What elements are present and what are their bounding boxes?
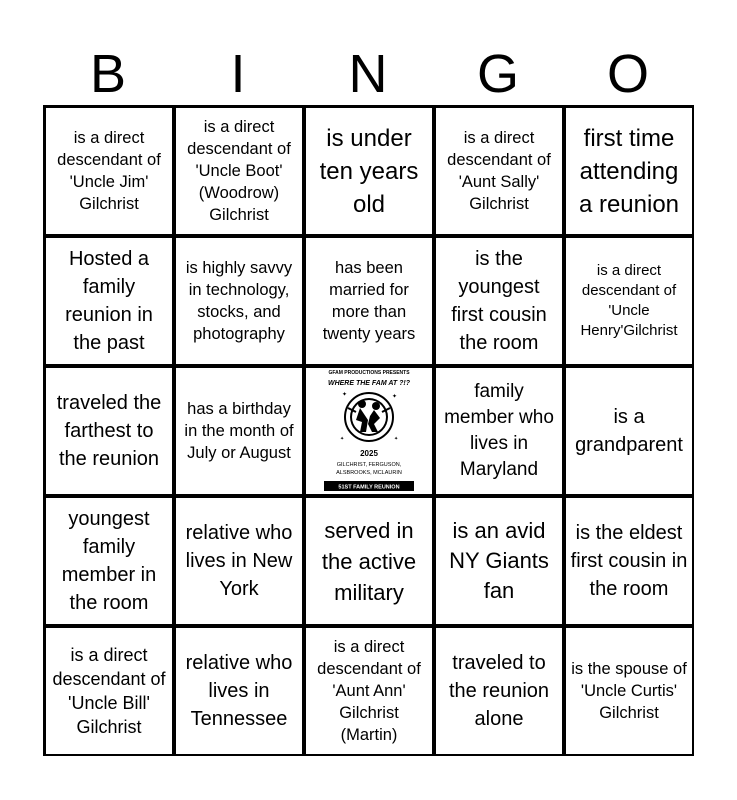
bingo-grid xyxy=(43,105,694,756)
bingo-cell[interactable]: has been married for more than twenty years xyxy=(306,238,432,364)
bingo-cell[interactable]: relative who lives in Tennessee xyxy=(176,628,302,754)
bingo-cell[interactable]: youngest family member in the room xyxy=(46,498,172,624)
bingo-cell[interactable]: Hosted a family reunion in the past xyxy=(46,238,172,364)
bingo-cell[interactable]: is a direct descendant of 'Aunt Sally' Gilchrist xyxy=(436,108,562,234)
bingo-cell[interactable]: is a direct descendant of 'Uncle Bill' Gilchrist xyxy=(46,628,172,754)
bingo-cell[interactable]: is the youngest first cousin the room xyxy=(436,238,562,364)
logo-families-line2: ALSBROOKS, MCLAURIN xyxy=(336,470,402,476)
bingo-cell[interactable]: served in the active military xyxy=(306,498,432,624)
bingo-header xyxy=(43,44,694,104)
header-letter-g: G xyxy=(476,44,519,104)
logo-banner: 51ST FAMILY REUNION xyxy=(338,484,400,491)
bingo-cell[interactable]: family member who lives in Maryland xyxy=(436,368,562,494)
svg-text:✦: ✦ xyxy=(342,391,348,398)
bingo-cell[interactable]: is under ten years old xyxy=(306,108,432,234)
header-letter-o: O xyxy=(606,44,649,104)
bingo-cell[interactable]: is a direct descendant of 'Aunt Ann' Gilchrist (Martin) xyxy=(306,628,432,754)
svg-text:✦: ✦ xyxy=(392,393,398,400)
bingo-cell[interactable]: is an avid NY Giants fan xyxy=(436,498,562,624)
logo-families-line1: GILCHRIST, FERGUSON, xyxy=(336,462,402,468)
svg-text:✦: ✦ xyxy=(394,436,399,442)
bingo-cell[interactable]: has a birthday in the month of July or August xyxy=(176,368,302,494)
header-letter-n: N xyxy=(348,44,388,104)
bingo-cell[interactable]: is a direct descendant of 'Uncle Henry'Gilchrist xyxy=(566,238,692,364)
bingo-cell[interactable]: relative who lives in New York xyxy=(176,498,302,624)
bingo-cell[interactable]: is highly savvy in technology, stocks, and photography xyxy=(176,238,302,364)
header-letter-i: I xyxy=(230,44,246,104)
svg-text:✦: ✦ xyxy=(340,436,345,442)
bingo-cell[interactable]: is the eldest first cousin in the room xyxy=(566,498,692,624)
dancing-figures-circle-icon xyxy=(340,391,398,442)
bingo-cell[interactable]: is a grandparent xyxy=(566,368,692,494)
bingo-cell[interactable]: traveled to the reunion alone xyxy=(436,628,562,754)
logo-top-text: GFAM PRODUCTIONS PRESENTS xyxy=(328,370,410,376)
bingo-cell[interactable]: first time attending a reunion xyxy=(566,108,692,234)
logo-year: 2025 xyxy=(360,449,378,458)
bingo-cell[interactable]: traveled the farthest to the reunion xyxy=(46,368,172,494)
logo-title: WHERE THE FAM AT ?!? xyxy=(327,380,411,387)
bingo-cell[interactable]: is a direct descendant of 'Uncle Boot' (Woodrow) Gilchrist xyxy=(176,108,302,234)
free-space-logo xyxy=(316,368,422,494)
bingo-cell[interactable]: is a direct descendant of 'Uncle Jim' Gilchrist xyxy=(46,108,172,234)
header-letter-b: B xyxy=(89,44,127,104)
bingo-cell[interactable]: is the spouse of 'Uncle Curtis' Gilchrist xyxy=(566,628,692,754)
free-space-cell[interactable] xyxy=(306,368,432,494)
